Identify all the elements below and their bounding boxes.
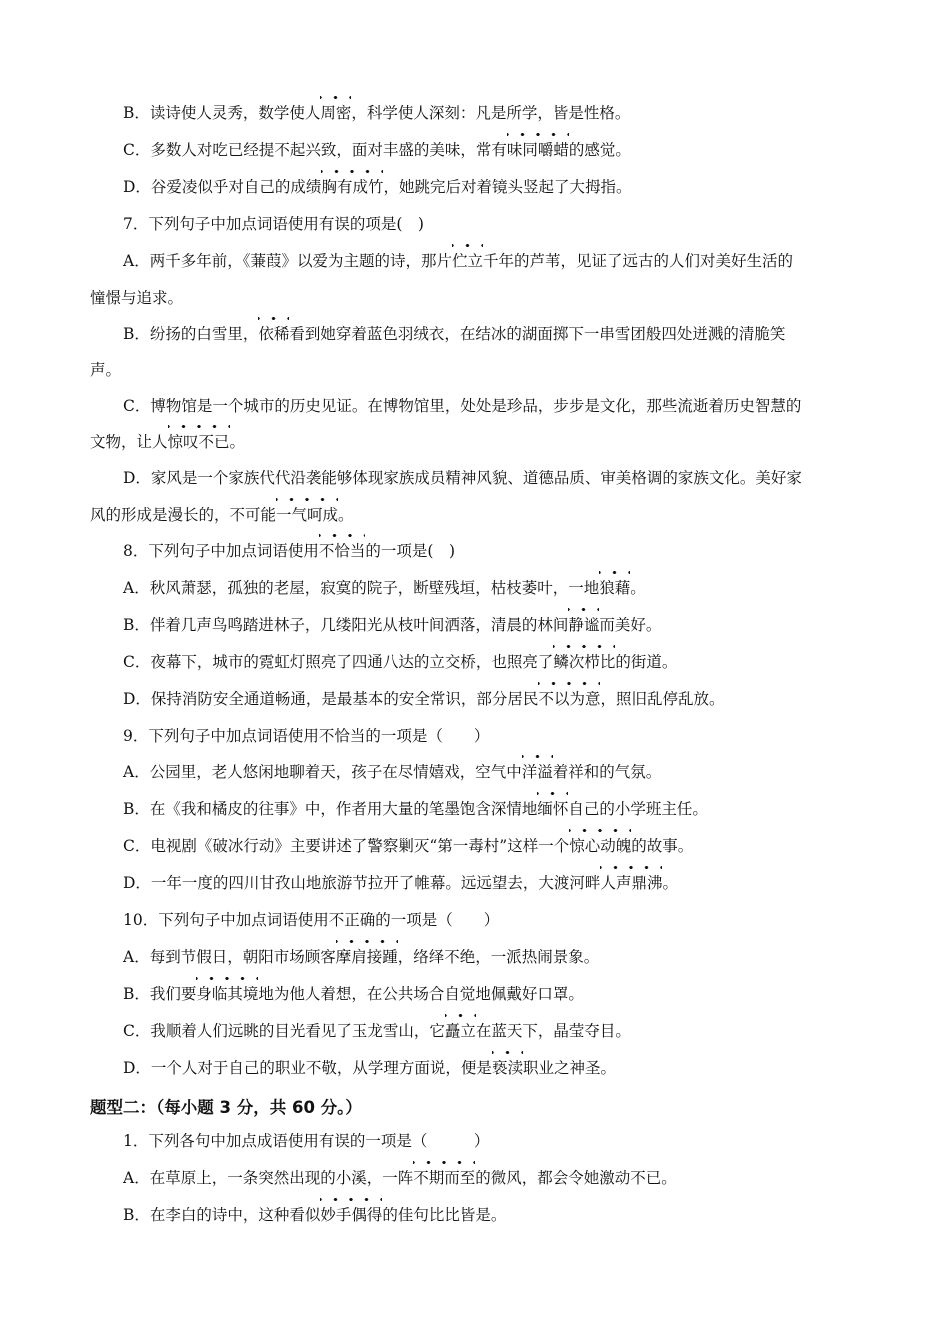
q9-option-a bbox=[123, 762, 661, 782]
emphasized-word: 周密 bbox=[320, 103, 351, 123]
q7-stem: 7．下列句子中加点词语使用有误的项是( ) bbox=[123, 215, 424, 233]
emphasized-word: 依稀 bbox=[258, 324, 289, 344]
text: 8．下列句子中加点词语使用 bbox=[123, 542, 319, 560]
emphasized-word: 一气呵成 bbox=[276, 505, 338, 525]
text: 。 bbox=[630, 579, 646, 597]
text: D．保持消防安全通道畅通，是最基本的安全常识，部分居民 bbox=[123, 690, 539, 708]
text: D．一年一度的四川甘孜山地旅游节拉开了帷幕。远远望去，大渡河畔 bbox=[123, 874, 601, 892]
q9-stem: 9．下列句子中加点词语使用不恰当的一项是（ ） bbox=[123, 727, 490, 745]
q10-option-d bbox=[123, 1058, 616, 1078]
text: B．伴着几声鸟鸣踏进林子，几缕阳光从枝叶间洒落，清晨的林间 bbox=[123, 616, 569, 634]
section-heading: 题型二：（每小题 3 分，共 60 分。） bbox=[90, 1098, 362, 1117]
text: A．在草原上，一条突然出现的小溪，一阵 bbox=[123, 1169, 414, 1187]
text: 着祥和的气氛。 bbox=[552, 763, 662, 781]
q6-option-b bbox=[123, 103, 630, 123]
emphasized-word: 妙手偶得 bbox=[320, 1205, 382, 1225]
q7-option-d-continued bbox=[90, 505, 354, 525]
q7-option-b bbox=[123, 324, 785, 344]
q7-option-c: C．博物馆是一个城市的历史见证。在博物馆里，处处是珍品，步步是文化，那些流逝着历史智慧的 bbox=[123, 397, 802, 415]
q10-option-c bbox=[123, 1021, 631, 1041]
text: ，照旧乱停乱放。 bbox=[600, 690, 725, 708]
q9-option-d bbox=[123, 873, 678, 893]
text: 的微风，都会令她激动不已。 bbox=[475, 1169, 677, 1187]
text: C．电视剧《破冰行动》主要讲述了警察剿灭“第一毒村”这样一个 bbox=[123, 837, 570, 855]
emphasized-word: 洋溢 bbox=[522, 762, 553, 782]
text: 的一项是( ) bbox=[365, 542, 455, 560]
q8-option-a bbox=[123, 578, 646, 598]
text: B．在《我和橘皮的往事》中，作者用大量的笔墨饱含深情地 bbox=[123, 800, 538, 818]
q6-option-d bbox=[123, 177, 631, 197]
text: A．两千多年前，《蒹葭》以爱为主题的诗，那片 bbox=[123, 252, 452, 270]
q10-option-b bbox=[123, 984, 584, 1004]
text: 看到她穿着蓝色羽绒衣，在结冰的湖面掷下一串雪团般四处迸溅的清脆笑 bbox=[289, 325, 786, 343]
text: 。 bbox=[229, 433, 246, 451]
emphasized-word: 身临其境 bbox=[196, 984, 258, 1004]
emphasized-word: 惊叹不已 bbox=[168, 432, 230, 452]
text: ，科学使人深刻：凡是所学，皆是性格。 bbox=[351, 104, 631, 122]
text: D．一个人对于自己的职业不敬，从学理方面说，便是 bbox=[123, 1059, 492, 1077]
text: 。 bbox=[338, 506, 354, 524]
text: 风的形成是漫长的，不可能 bbox=[90, 506, 277, 524]
text: 千年的芦苇，见证了远古的人们对美好生活的 bbox=[482, 252, 793, 270]
q8-option-d bbox=[123, 689, 724, 709]
s2-q1-stem: 1．下列各句中加点成语使用有误的一项是（ ） bbox=[123, 1132, 490, 1150]
text: 的感觉。 bbox=[568, 141, 631, 159]
text: D．谷爱凌似乎对自己的成绩 bbox=[123, 178, 322, 196]
emphasized-word: 缅怀 bbox=[537, 799, 568, 819]
text: ，络绎不绝，一派热闹景象。 bbox=[397, 948, 600, 966]
text: B．我们要 bbox=[123, 985, 197, 1003]
q7-option-c-continued bbox=[90, 432, 245, 452]
text: 文物，让人 bbox=[90, 433, 168, 451]
text: 的佳句比比皆是。 bbox=[382, 1206, 507, 1224]
q7-option-d: D．家风是一个家族代代沿袭能够体现家族成员精神风貌、道德品质、审美格调的家族文化。美好家 bbox=[123, 469, 802, 487]
q9-option-c bbox=[123, 836, 693, 856]
text: B．纷扬的白雪里， bbox=[123, 325, 259, 343]
q9-option-b bbox=[123, 799, 708, 819]
emphasized-word: 人声鼎沸 bbox=[600, 873, 662, 893]
q8-option-c bbox=[123, 652, 677, 672]
emphasized-word: 矗立 bbox=[445, 1021, 476, 1041]
emphasized-word: 不以为意 bbox=[538, 689, 600, 709]
text: 在蓝天下，晶莹夺目。 bbox=[475, 1022, 631, 1040]
text: 地为他人着想，在公共场合自觉地佩戴好口罩。 bbox=[258, 985, 584, 1003]
q8-option-b bbox=[123, 615, 661, 635]
emphasized-word: 胸有成竹 bbox=[321, 177, 383, 197]
text: 的街道。 bbox=[615, 653, 678, 671]
emphasized-word: 味同嚼蜡 bbox=[507, 140, 569, 160]
q7-option-b-continued: 声。 bbox=[90, 361, 122, 379]
q8-stem bbox=[123, 541, 455, 561]
emphasized-word: 静谧 bbox=[568, 615, 599, 635]
text: B．在李白的诗中，这种看似 bbox=[123, 1206, 321, 1224]
q7-option-a bbox=[123, 251, 793, 271]
q7-option-a-continued: 憧憬与追求。 bbox=[90, 289, 184, 307]
text: C．多数人对吃已经提不起兴致，面对丰盛的美味，常有 bbox=[123, 141, 507, 159]
text: A．每到节假日，朝阳市场顾客 bbox=[123, 948, 336, 966]
text: C．夜幕下，城市的霓虹灯照亮了四通八达的立交桥，也照亮了 bbox=[123, 653, 554, 671]
s2-q1-option-a bbox=[123, 1168, 677, 1188]
text: 而美好。 bbox=[599, 616, 662, 634]
q10-option-a bbox=[123, 947, 599, 967]
q10-stem: 10．下列句子中加点词语使用不正确的一项是（ ） bbox=[123, 911, 500, 929]
emphasized-word: 摩肩接踵 bbox=[336, 947, 398, 967]
text: 职业之神圣。 bbox=[522, 1059, 616, 1077]
emphasized-word: 惊心动魄 bbox=[569, 836, 631, 856]
emphasized-word: 亵渎 bbox=[492, 1058, 523, 1078]
text: ，她跳完后对着镜头竖起了大拇指。 bbox=[383, 178, 632, 196]
emphasized-word: 狼藉 bbox=[599, 578, 630, 598]
text: C．我顺着人们远眺的目光看见了玉龙雪山，它 bbox=[123, 1022, 445, 1040]
s2-q1-option-b bbox=[123, 1205, 506, 1225]
text: A．公园里，老人悠闲地聊着天，孩子在尽情嬉戏，空气中 bbox=[123, 763, 522, 781]
text: 自己的小学班主任。 bbox=[568, 800, 708, 818]
text: B．读诗使人灵秀，数学使人 bbox=[123, 104, 321, 122]
emphasized-word: 伫立 bbox=[452, 251, 483, 271]
emphasized-word: 不恰当 bbox=[319, 541, 366, 561]
q6-option-c bbox=[123, 140, 631, 160]
text: 的故事。 bbox=[631, 837, 694, 855]
text: A．秋风萧瑟，孤独的老屋，寂寞的院子，断壁残垣，枯枝萎叶，一地 bbox=[123, 579, 600, 597]
emphasized-word: 鳞次栉比 bbox=[553, 652, 615, 672]
emphasized-word: 不期而至 bbox=[413, 1168, 475, 1188]
text: 。 bbox=[662, 874, 678, 892]
